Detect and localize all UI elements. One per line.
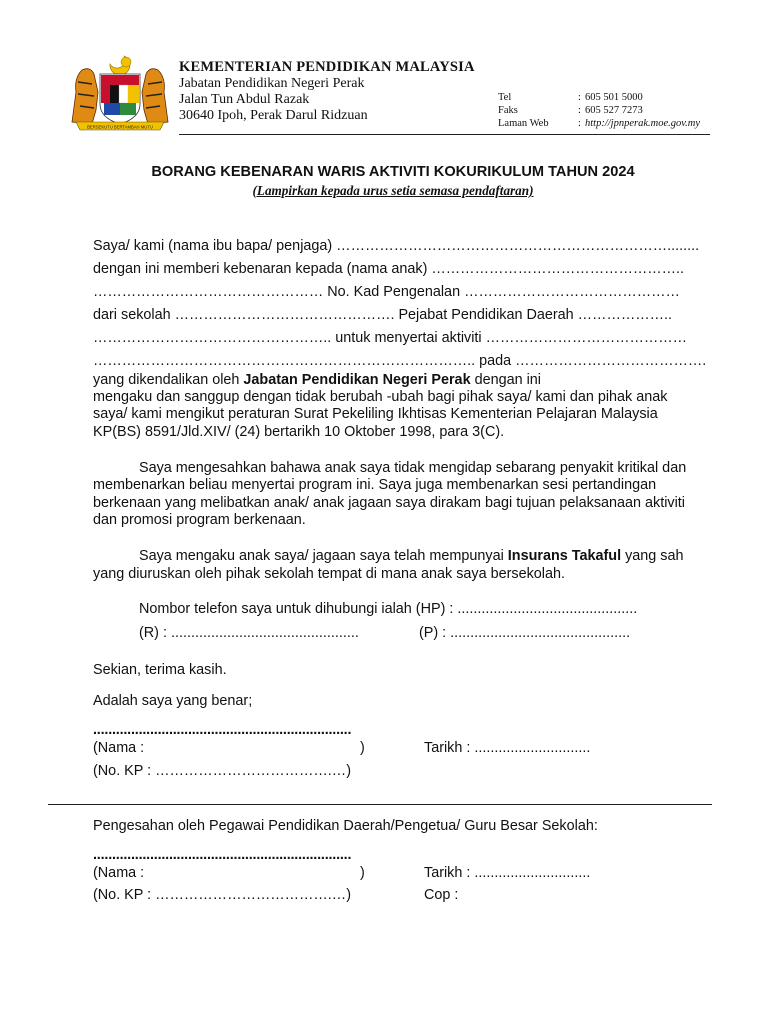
contact-fax-sep: : xyxy=(578,105,581,116)
verification-nokp: (No. KP : ……………………………….…) xyxy=(93,887,351,903)
verification-nama-close: ) xyxy=(360,865,365,881)
contact-web-sep: : xyxy=(578,118,581,129)
closing-thanks: Sekian, terima kasih. xyxy=(93,662,227,678)
dept-line-2: Jalan Tun Abdul Razak xyxy=(179,92,310,107)
contact-web-value: http://jpnperak.moe.gov.my xyxy=(585,118,700,129)
form-line-ic-number: ………………………………………… No. Kad Pengenalan ……………………………………… xyxy=(93,284,680,300)
sign1-tarikh: Tarikh : ............................. xyxy=(424,740,591,756)
form-line-date: …………………………………………………………………….. pada …………………………………. xyxy=(93,353,707,369)
form-subtitle: (Lampirkan kepada urus setia semasa pendaftaran) xyxy=(252,183,534,198)
para3-line1 xyxy=(139,547,684,567)
ministry-name: KEMENTERIAN PENDIDIKAN MALAYSIA xyxy=(179,59,475,75)
sign1-nama-close: ) xyxy=(360,740,365,756)
verification-heading: Pengesahan oleh Pegawai Pendidikan Daerah/Pengetua/ Guru Besar Sekolah: xyxy=(93,818,598,834)
form-line-child-name: dengan ini memberi kebenaran kepada (nama anak) …………………………………………….. xyxy=(93,261,685,277)
verification-tarikh: Tarikh : ............................. xyxy=(424,865,591,881)
signature-line: .................................................................... xyxy=(93,722,352,738)
closing-sincerely: Adalah saya yang benar; xyxy=(93,693,253,709)
form-line-parent-name: Saya/ kami (nama ibu bapa/ penjaga) ……………………………………………………………........ xyxy=(93,238,700,254)
contact-fax-label: Faks xyxy=(498,105,518,116)
contact-tel-sep: : xyxy=(578,92,581,103)
form-line-activity: ………………………………………….. untuk menyertai aktiviti …………………………………… xyxy=(93,330,688,346)
para1-after: dengan ini xyxy=(470,372,541,388)
para3-bold-insurance: Insurans Takaful xyxy=(507,548,622,564)
dept-line-3: 30640 Ipoh, Perak Darul Ridzuan xyxy=(179,108,368,123)
para1-line2: mengaku dan sanggup dengan tidak berubah -ubah bagi pihak saya/ kami dan pihak anak xyxy=(93,389,668,405)
contact-web-label: Laman Web xyxy=(498,118,549,129)
verification-cop: Cop : xyxy=(424,887,459,903)
para2-line2: membenarkan beliau menyertai program ini. Saya juga membenarkan sesi pertandingan xyxy=(93,477,657,493)
para1-before: yang dikendalikan oleh xyxy=(93,372,244,388)
malaysia-coat-of-arms-icon xyxy=(66,52,174,134)
contact-fax-value: 605 527 7273 xyxy=(585,105,643,116)
para2-line3: berkenaan yang melibatkan anak/ anak jagaan saya dirakam bagi tujuan pelaksanaan aktiviti xyxy=(93,495,686,511)
para3-after: yang sah xyxy=(621,548,684,564)
contact-tel-label: Tel xyxy=(498,92,512,103)
phone-hp-line: Nombor telefon saya untuk dihubungi ialah (HP) : ............................................. xyxy=(139,601,638,617)
para1-bold-agency: Jabatan Pendidikan Negeri Perak xyxy=(243,372,471,388)
dept-line-1: Jabatan Pendidikan Negeri Perak xyxy=(179,76,365,91)
form-title: BORANG KEBENARAN WARIS AKTIVITI KOKURIKULUM TAHUN 2024 xyxy=(151,164,635,180)
para1-line3: saya/ kami mengikut peraturan Surat Pekeliling Ikhtisas Kementerian Pelajaran Malaysia xyxy=(93,406,658,422)
verification-nama-open: (Nama : xyxy=(93,865,145,881)
phone-r-line: (R) : ............................................... xyxy=(139,625,359,641)
section-divider xyxy=(48,804,712,805)
para1-line4: KP(BS) 8591/Jld.XIV/ (24) bertarikh 10 Oktober 1998, para 3(C). xyxy=(93,424,505,440)
contact-tel-value: 605 501 5000 xyxy=(585,92,643,103)
phone-p-line: (P) : ............................................. xyxy=(419,625,631,641)
verification-signature-line: .................................................................... xyxy=(93,847,352,863)
crest-motto: BERSEKUTU BERTAMBAH MUTU xyxy=(87,124,153,130)
para3-line2: yang diuruskan oleh pihak sekolah tempat di mana anak saya bersekolah. xyxy=(93,566,565,582)
sign1-nokp: (No. KP : ……………………………….…) xyxy=(93,763,351,779)
para3-before: Saya mengaku anak saya/ jagaan saya telah mempunyai xyxy=(139,548,508,564)
para2-line1: Saya mengesahkan bahawa anak saya tidak mengidap sebarang penyakit kritikal dan xyxy=(139,460,687,476)
letterhead-divider xyxy=(179,134,710,135)
sign1-nama-open: (Nama : xyxy=(93,740,145,756)
form-line-school: dari sekolah ………………………………………. Pejabat Pendidikan Daerah ……………….. xyxy=(93,307,672,323)
para2-line4: dan promosi program berkenaan. xyxy=(93,512,306,528)
